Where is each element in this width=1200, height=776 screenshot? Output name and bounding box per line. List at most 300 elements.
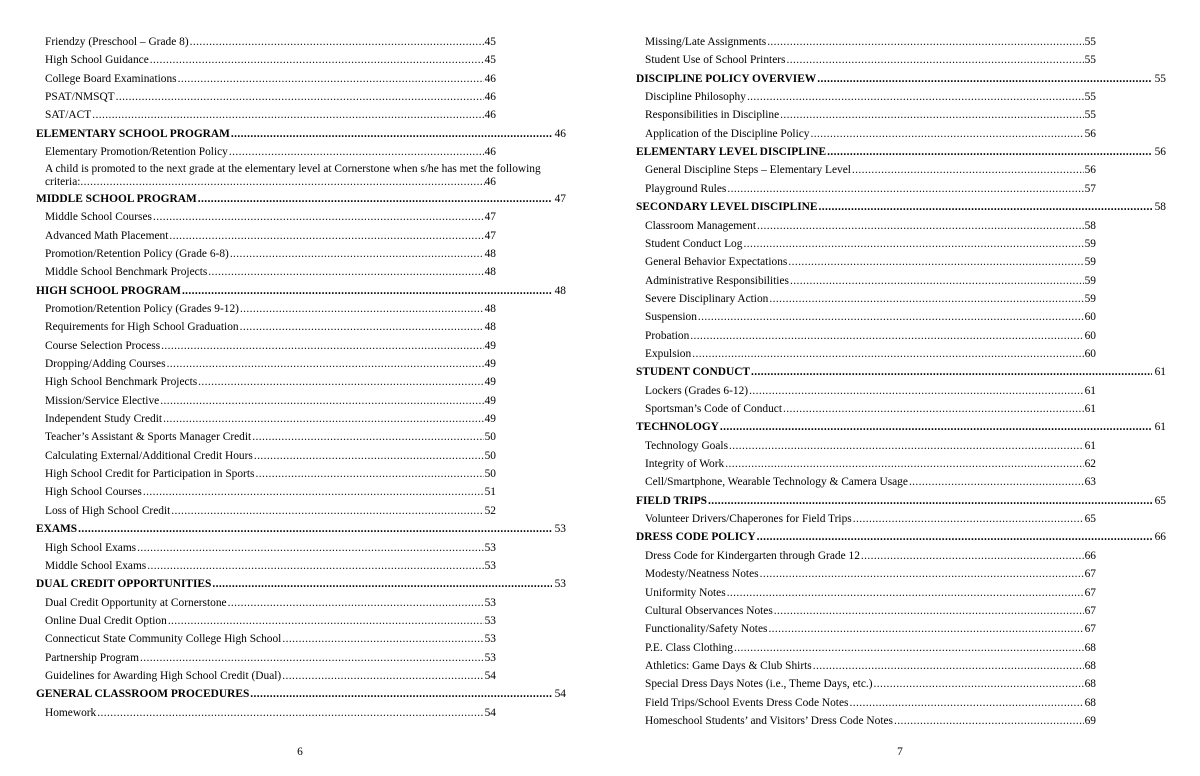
toc-page-number: 60 — [1084, 347, 1096, 360]
toc-leader-dots — [743, 235, 1083, 253]
toc-leader-dots — [811, 125, 1084, 143]
toc-entry[interactable] — [645, 217, 1096, 235]
toc-entry-title: Volunteer Drivers/Chaperones for Field Trips — [645, 513, 852, 526]
toc-leader-dots — [786, 51, 1083, 69]
toc-leader-dots — [827, 143, 1151, 161]
toc-page-number: 61 — [1154, 421, 1166, 434]
toc-page-number: 61 — [1154, 366, 1166, 379]
toc-leader-dots — [80, 176, 484, 189]
toc-entry-title: DUAL CREDIT OPPORTUNITIES — [36, 578, 212, 591]
toc-leader-dots — [250, 685, 551, 703]
toc-page-number: 50 — [484, 468, 496, 481]
toc-page-number: 68 — [1084, 696, 1096, 709]
toc-leader-dots — [171, 502, 483, 520]
toc-entry[interactable] — [45, 318, 496, 336]
toc-entry[interactable] — [645, 712, 1096, 730]
toc-leader-dots — [698, 308, 1084, 326]
toc-leader-dots — [853, 510, 1084, 528]
toc-entry[interactable] — [645, 382, 1096, 400]
toc-leader-dots — [140, 649, 484, 667]
toc-leader-dots — [212, 575, 551, 593]
toc-page-number: 53 — [484, 541, 496, 554]
toc-entry-title: Dress Code for Kindergarten through Grade 12 — [645, 549, 860, 562]
toc-entry-title: Cell/Smartphone, Wearable Technology & Camera Usage — [645, 476, 908, 489]
toc-entry-title: Friendzy (Preschool – Grade 8) — [45, 36, 189, 48]
toc-page-number: 53 — [484, 633, 496, 646]
toc-entry[interactable] — [645, 235, 1096, 253]
toc-leader-dots — [767, 33, 1083, 51]
toc-leader-dots — [153, 208, 484, 226]
toc-section-heading[interactable] — [636, 198, 1166, 216]
toc-page-number: 48 — [484, 247, 496, 260]
toc-entry[interactable] — [45, 392, 496, 410]
toc-leader-dots — [720, 418, 1152, 436]
toc-entry[interactable] — [645, 327, 1096, 345]
toc-section-heading[interactable] — [636, 418, 1166, 436]
toc-page-number: 59 — [1084, 237, 1096, 250]
toc-entry[interactable] — [645, 584, 1096, 602]
toc-page-number: 54 — [484, 706, 496, 719]
toc-leader-dots — [769, 290, 1083, 308]
toc-entry-title: Teacher’s Assistant & Sports Manager Credit — [45, 431, 252, 444]
toc-entry-title: Student Use of School Printers — [645, 54, 786, 67]
toc-leader-dots — [160, 392, 483, 410]
toc-entry[interactable] — [45, 88, 496, 106]
toc-page-number: 48 — [484, 302, 496, 315]
toc-entry[interactable] — [45, 263, 496, 281]
toc-entry-title: HIGH SCHOOL PROGRAM — [36, 284, 181, 297]
toc-entry-title: Field Trips/School Events Dress Code Notes — [645, 696, 849, 709]
toc-entry-title: Application of the Discipline Policy — [645, 127, 810, 140]
toc-page-number: 55 — [1154, 72, 1166, 85]
toc-entry[interactable] — [45, 337, 496, 355]
toc-entry[interactable] — [45, 483, 496, 501]
toc-entry[interactable] — [45, 245, 496, 263]
toc-page-number: 45 — [484, 36, 496, 48]
toc-entry[interactable] — [645, 620, 1096, 638]
toc-entry[interactable] — [645, 657, 1096, 675]
toc-entry-title: SECONDARY LEVEL DISCIPLINE — [636, 201, 818, 214]
toc-leader-dots — [725, 455, 1083, 473]
toc-entry[interactable] — [645, 253, 1096, 271]
toc-entry-title: High School Exams — [45, 541, 137, 554]
toc-section-heading[interactable] — [36, 282, 566, 300]
toc-leader-dots — [92, 106, 483, 124]
toc-leader-dots — [774, 602, 1084, 620]
toc-leader-dots — [255, 465, 483, 483]
toc-entry[interactable] — [645, 437, 1096, 455]
toc-leader-dots — [692, 345, 1083, 363]
toc-entry-title: STUDENT CONDUCT — [636, 366, 751, 379]
toc-page-number: 56 — [1084, 127, 1096, 140]
toc-leader-dots — [198, 373, 483, 391]
toc-entry-title: Connecticut State Community College High School — [45, 633, 282, 646]
toc-page-number: 65 — [1154, 494, 1166, 507]
toc-leader-dots — [788, 253, 1083, 271]
toc-leader-dots — [861, 547, 1084, 565]
toc-leader-dots — [729, 437, 1084, 455]
toc-section-heading[interactable] — [36, 575, 566, 593]
toc-entry-title: P.E. Class Clothing — [645, 641, 733, 654]
toc-entry[interactable] — [645, 565, 1096, 583]
toc-entry-title: Administrative Responsibilities — [645, 274, 789, 287]
toc-entry-title: Mission/Service Elective — [45, 394, 160, 407]
toc-leader-dots — [143, 483, 484, 501]
toc-entry[interactable] — [645, 51, 1096, 69]
toc-leader-dots — [169, 227, 483, 245]
toc-entry-title: Guidelines for Awarding High School Credit (Dual) — [45, 669, 282, 682]
toc-page-number: 53 — [484, 596, 496, 609]
toc-page-number: 53 — [484, 559, 496, 572]
toc-leader-dots — [231, 125, 552, 143]
toc-entry-title: Playground Rules — [645, 182, 727, 195]
toc-entry-title: Technology Goals — [645, 439, 729, 452]
toc-page-number: 48 — [554, 284, 566, 297]
toc-page-number: 55 — [1084, 91, 1096, 104]
toc-leader-dots — [813, 657, 1084, 675]
toc-page-number: 60 — [1084, 329, 1096, 342]
toc-entry-title: ELEMENTARY LEVEL DISCIPLINE — [636, 146, 827, 159]
toc-entry-title: Middle School Courses — [45, 211, 152, 224]
toc-entry[interactable] — [45, 465, 496, 483]
toc-entry[interactable] — [45, 143, 496, 161]
toc-leader-dots — [178, 70, 484, 88]
toc-page-number: 53 — [554, 523, 566, 536]
toc-entry-title: Promotion/Retention Policy (Grade 6-8) — [45, 247, 229, 260]
toc-leader-dots — [254, 447, 484, 465]
toc-leader-dots — [161, 337, 483, 355]
toc-page-number: 48 — [484, 321, 496, 334]
toc-entry-title: Cultural Observances Notes — [645, 604, 773, 617]
toc-entry-title: DISCIPLINE POLICY OVERVIEW — [636, 72, 817, 85]
toc-page-number: 47 — [554, 192, 566, 205]
toc-leader-dots — [818, 198, 1151, 216]
toc-leader-dots — [727, 584, 1084, 602]
toc-entry[interactable] — [45, 51, 496, 69]
toc-page-number: 63 — [1084, 476, 1096, 489]
toc-leader-dots — [182, 282, 552, 300]
toc-entry[interactable] — [45, 612, 496, 630]
toc-page-number: 47 — [484, 211, 496, 224]
toc-entry[interactable] — [45, 428, 496, 446]
toc-entry-title: DRESS CODE POLICY — [636, 531, 756, 544]
toc-leader-dots — [230, 245, 484, 263]
toc-section-heading[interactable] — [36, 190, 566, 208]
toc-entry-title: PSAT/NMSQT — [45, 91, 115, 104]
toc-page-number: 46 — [484, 72, 496, 85]
toc-leader-dots — [780, 106, 1083, 124]
toc-leader-dots — [894, 712, 1084, 730]
toc-leader-dots — [817, 70, 1151, 88]
toc-entry[interactable] — [45, 502, 496, 520]
toc-leader-dots — [137, 539, 483, 557]
toc-page-number: 61 — [1084, 439, 1096, 452]
toc-page-number: 69 — [1084, 714, 1096, 727]
toc-page-number: 45 — [484, 54, 496, 67]
toc-entry-title: Independent Study Credit — [45, 413, 163, 426]
toc-page-number: 67 — [1084, 568, 1096, 581]
toc-page-number: 65 — [1084, 513, 1096, 526]
toc-leader-dots — [768, 620, 1083, 638]
toc-leader-dots — [852, 161, 1084, 179]
toc-leader-dots — [252, 428, 483, 446]
toc-page-number: 53 — [484, 614, 496, 627]
toc-leader-dots — [874, 675, 1084, 693]
toc-entry-title: Middle School Benchmark Projects — [45, 266, 208, 279]
toc-entry[interactable] — [645, 180, 1096, 198]
toc-entry-title: Probation — [645, 329, 690, 342]
toc-entry[interactable] — [45, 410, 496, 428]
toc-entry-title: Athletics: Game Days & Club Shirts — [645, 659, 812, 672]
toc-leader-dots — [727, 180, 1083, 198]
toc-entry[interactable] — [645, 639, 1096, 657]
toc-entry-title: Advanced Math Placement — [45, 229, 169, 242]
toc-page-number: 57 — [1084, 182, 1096, 195]
toc-entry[interactable] — [645, 602, 1096, 620]
toc-page-number: 58 — [1084, 219, 1096, 232]
toc-entry-title: High School Courses — [45, 486, 142, 499]
toc-leader-dots — [783, 400, 1084, 418]
toc-page-number: 67 — [1084, 604, 1096, 617]
toc-entry-title: High School Credit for Participation in Sports — [45, 468, 255, 481]
toc-entry-title: GENERAL CLASSROOM PROCEDURES — [36, 688, 250, 701]
toc-page-number: 54 — [484, 669, 496, 682]
toc-entry[interactable] — [645, 272, 1096, 290]
toc-page-number: 46 — [484, 109, 496, 122]
toc-leader-dots — [190, 33, 484, 51]
toc-leader-dots — [790, 272, 1084, 290]
toc-entry-title: SAT/ACT — [45, 109, 92, 122]
toc-section-heading[interactable] — [36, 125, 566, 143]
toc-leader-dots — [757, 528, 1152, 546]
toc-entry-title: Responsibilities in Discipline — [645, 109, 780, 122]
toc-page-number: 68 — [1084, 659, 1096, 672]
toc-entry-title: Integrity of Work — [645, 458, 725, 471]
toc-page-number: 55 — [1084, 54, 1096, 67]
right-page — [600, 0, 1200, 776]
toc-page-number: 59 — [1084, 292, 1096, 305]
toc-entry-title: Functionality/Safety Notes — [645, 623, 768, 636]
toc-page-number: 67 — [1084, 586, 1096, 599]
toc-entry-title: MIDDLE SCHOOL PROGRAM — [36, 192, 197, 205]
toc-page-number: 54 — [554, 688, 566, 701]
toc-page-number: 56 — [1154, 146, 1166, 159]
toc-entry[interactable] — [45, 557, 496, 575]
toc-leader-dots — [208, 263, 483, 281]
toc-entry[interactable] — [45, 70, 496, 88]
toc-entry[interactable] — [45, 539, 496, 557]
toc-entry-title: Elementary Promotion/Retention Policy — [45, 146, 228, 159]
toc-section-heading[interactable] — [36, 685, 566, 703]
toc-leader-dots — [229, 143, 484, 161]
toc-page-number: 46 — [554, 127, 566, 140]
toc-entry[interactable] — [645, 33, 1096, 51]
toc-entry[interactable] — [645, 675, 1096, 693]
toc-leader-dots — [167, 355, 484, 373]
toc-leader-dots — [747, 88, 1084, 106]
toc-entry-title: Loss of High School Credit — [45, 504, 171, 517]
toc-page-number: 51 — [484, 486, 496, 499]
toc-leader-dots — [708, 492, 1152, 510]
toc-entry-title: Suspension — [645, 311, 697, 324]
toc-page-number: 60 — [1084, 311, 1096, 324]
toc-entry-title: Online Dual Credit Option — [45, 614, 167, 627]
toc-page-number: 68 — [1084, 641, 1096, 654]
toc-entry-title-line1: A child is promoted to the next grade at the elementary level at Cornerstone when s/he has met the following — [45, 163, 541, 176]
toc-page-number: 50 — [484, 449, 496, 462]
toc-leader-dots — [909, 473, 1084, 491]
toc-entry-title-line2: criteria: — [45, 176, 81, 189]
toc-entry[interactable] — [645, 125, 1096, 143]
toc-entry-title: Missing/Late Assignments — [645, 36, 767, 48]
toc-entry-title: Partnership Program — [45, 651, 139, 664]
toc-entry[interactable] — [645, 400, 1096, 418]
toc-leader-dots — [240, 318, 484, 336]
toc-leader-dots — [690, 327, 1083, 345]
toc-entry[interactable] — [645, 547, 1096, 565]
toc-page-number: 49 — [484, 376, 496, 389]
toc-leader-dots — [240, 300, 484, 318]
toc-entry-title: Homework — [45, 706, 97, 719]
toc-leader-dots — [116, 88, 484, 106]
toc-entry[interactable] — [45, 208, 496, 226]
toc-page-number: 53 — [484, 651, 496, 664]
toc-entry-title: High School Guidance — [45, 54, 149, 67]
toc-leader-dots — [757, 217, 1084, 235]
toc-entry-title: Sportsman’s Code of Conduct — [645, 403, 782, 415]
toc-leader-dots — [749, 382, 1084, 400]
toc-leader-dots — [282, 667, 483, 685]
toc-section-heading[interactable] — [636, 363, 1166, 381]
toc-entry[interactable] — [45, 594, 496, 612]
toc-page-number: 59 — [1084, 274, 1096, 287]
toc-page-number: 62 — [1084, 458, 1096, 471]
toc-entry-title: TECHNOLOGY — [636, 421, 719, 434]
toc-entry[interactable] — [645, 106, 1096, 124]
toc-entry-title: Course Selection Process — [45, 339, 161, 352]
toc-entry[interactable] — [45, 667, 496, 685]
toc-entry-title: Student Conduct Log — [645, 237, 743, 250]
toc-page-number: 53 — [554, 578, 566, 591]
toc-page-number: 46 — [484, 146, 496, 159]
toc-entry-title: Uniformity Notes — [645, 586, 726, 599]
toc-page-number: 68 — [1084, 678, 1096, 691]
toc-entry-title: FIELD TRIPS — [636, 494, 708, 507]
toc-section-heading[interactable] — [636, 143, 1166, 161]
toc-section-heading[interactable] — [636, 528, 1166, 546]
right-page-number: 7 — [897, 746, 903, 758]
toc-page-number: 55 — [1084, 109, 1096, 122]
toc-section-heading[interactable] — [636, 492, 1166, 510]
toc-entry-title: Discipline Philosophy — [645, 91, 746, 104]
toc-page-number: 58 — [1154, 201, 1166, 214]
toc-page-number: 67 — [1084, 623, 1096, 636]
toc-leader-dots — [282, 630, 483, 648]
toc-entry[interactable] — [45, 649, 496, 667]
toc-page-number: 49 — [484, 339, 496, 352]
toc-page-number: 56 — [1084, 164, 1096, 177]
toc-page-number: 46 — [484, 176, 496, 189]
toc-leader-dots — [198, 190, 552, 208]
left-page-number: 6 — [297, 746, 303, 758]
toc-section-heading[interactable] — [636, 70, 1166, 88]
toc-entry[interactable] — [645, 473, 1096, 491]
toc-entry-title: Modesty/Neatness Notes — [645, 568, 759, 581]
toc-page-number: 59 — [1084, 256, 1096, 269]
toc-entry[interactable] — [645, 345, 1096, 363]
toc-page-number: 47 — [484, 229, 496, 242]
toc-leader-dots — [150, 51, 484, 69]
toc-entry-title: Dropping/Adding Courses — [45, 358, 166, 371]
toc-page-number: 49 — [484, 394, 496, 407]
toc-page-number: 49 — [484, 413, 496, 426]
toc-leader-dots — [849, 694, 1083, 712]
toc-page-number: 66 — [1084, 549, 1096, 562]
toc-leader-dots — [228, 594, 484, 612]
toc-entry[interactable] — [45, 373, 496, 391]
toc-entry-wrapped[interactable] — [45, 163, 541, 189]
toc-entry-title: Homeschool Students’ and Visitors’ Dress Code Notes — [645, 714, 893, 727]
toc-section-heading[interactable] — [36, 520, 566, 538]
toc-entry-title: High School Benchmark Projects — [45, 376, 198, 389]
toc-entry[interactable] — [645, 510, 1096, 528]
toc-page-number: 61 — [1084, 403, 1096, 415]
toc-entry-title: Middle School Exams — [45, 559, 147, 572]
toc-entry[interactable] — [45, 355, 496, 373]
toc-entry-title: Classroom Management — [645, 219, 757, 232]
toc-entry-title: College Board Examinations — [45, 72, 177, 85]
toc-page-number: 49 — [484, 358, 496, 371]
toc-entry[interactable] — [645, 88, 1096, 106]
toc-leader-dots — [163, 410, 484, 428]
toc-entry[interactable] — [45, 447, 496, 465]
toc-entry[interactable] — [645, 290, 1096, 308]
toc-entry-title: Special Dress Days Notes (i.e., Theme Days, etc.) — [645, 678, 873, 691]
toc-entry[interactable] — [645, 694, 1096, 712]
toc-page-number: 52 — [484, 504, 496, 517]
toc-entry[interactable] — [45, 227, 496, 245]
toc-entry-title: Promotion/Retention Policy (Grades 9-12) — [45, 302, 239, 315]
toc-entry-title: Expulsion — [645, 347, 692, 360]
toc-entry[interactable] — [45, 704, 496, 722]
toc-entry[interactable] — [45, 630, 496, 648]
toc-entry-title: Calculating External/Additional Credit Hours — [45, 449, 253, 462]
toc-entry[interactable] — [45, 106, 496, 124]
toc-leader-dots — [751, 363, 1152, 381]
toc-entry[interactable] — [645, 455, 1096, 473]
toc-entry-title: Lockers (Grades 6-12) — [645, 384, 749, 397]
toc-entry[interactable] — [645, 308, 1096, 326]
toc-leader-dots — [78, 520, 551, 538]
toc-leader-dots — [734, 639, 1084, 657]
toc-entry-title: Requirements for High School Graduation — [45, 321, 239, 334]
toc-page-number: 50 — [484, 431, 496, 444]
toc-page-number: 55 — [1084, 36, 1096, 48]
toc-leader-dots — [168, 612, 484, 630]
toc-leader-dots — [760, 565, 1084, 583]
toc-page-number: 61 — [1084, 384, 1096, 397]
toc-leader-dots — [147, 557, 483, 575]
toc-entry-title: Dual Credit Opportunity at Cornerstone — [45, 596, 227, 609]
toc-entry-title: General Behavior Expectations — [645, 256, 788, 269]
toc-leader-dots — [97, 704, 483, 722]
toc-entry[interactable] — [45, 33, 496, 51]
toc-page-number: 46 — [484, 91, 496, 104]
toc-entry[interactable] — [645, 161, 1096, 179]
toc-entry[interactable] — [45, 300, 496, 318]
toc-page-number: 66 — [1154, 531, 1166, 544]
toc-entry-title: EXAMS — [36, 523, 78, 536]
